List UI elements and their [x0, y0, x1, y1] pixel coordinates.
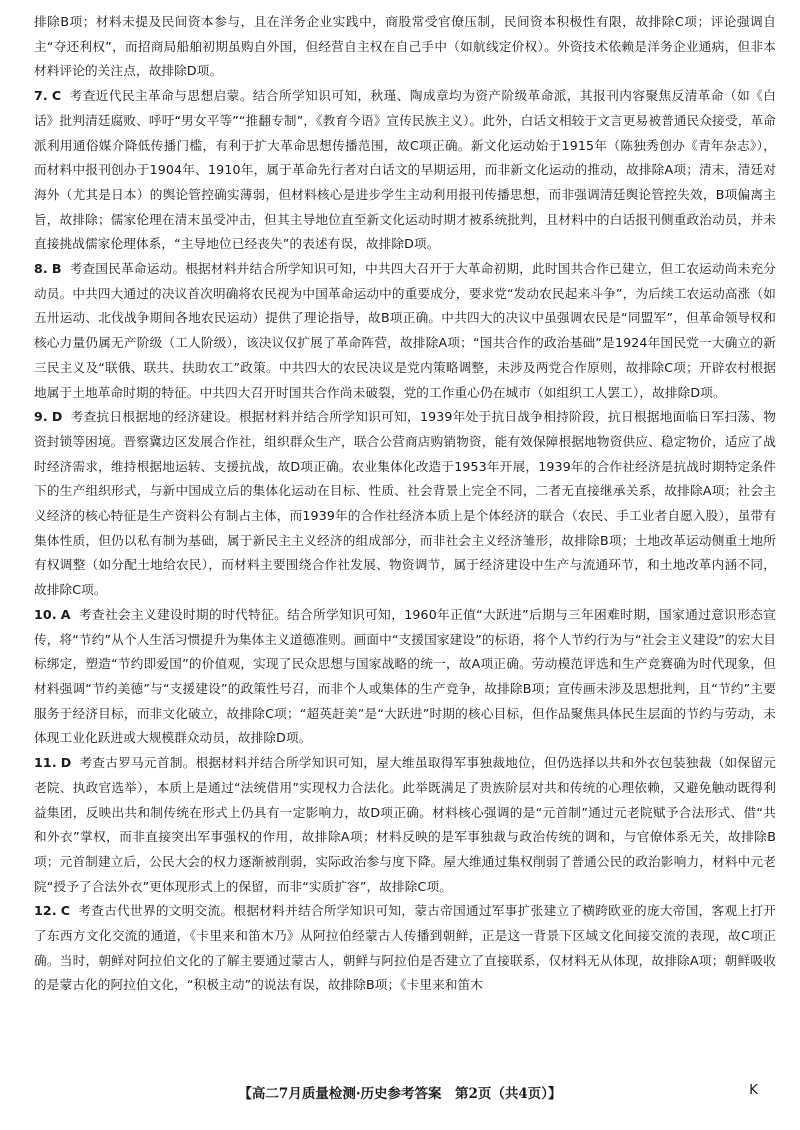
answer-letter: C [60, 903, 71, 919]
question-number: 7. [34, 88, 48, 104]
question-number: 9. [34, 409, 48, 425]
answer-letter: A [60, 606, 71, 622]
explanation-text: 考查抗日根据地的经济建设。根据材料并结合所学知识可知，1939年处于抗日战争相持阶段，抗日根据地面临日军扫荡、物资封锁等困境。晋察冀边区发展合作社，组织群众生产，联合公营商店购销物资，能有效保障根据地物资供应、稳定物价，适应了战时经济需求，维持根据地运转、支援抗战，故D项正确。农业集体化改造于1953年开展，1939年的合作社经济是抗战时期特定条件下的生产组织形式，与新中国成立后的集体化运动在目标、性质、社会背景上完全不同，二者无直接继承关系，故排除A项；社会主义经济的核心特征是生产资料公有制占主体，而1939年的合作社经济本质上是个体经济的联合（农民、手工业者自愿入股），虽带有集体性质，但仍以私有制为基础，属于新民主主义经济的组成部分，而非社会主义经济雏形，故排除B项；土地改革运动侧重土地所有权调整（如分配土地给农民），而材料主要围绕合作社发展、物资调节，属于经济建设中生产与流通环节，和土地改革内涵不同，故排除C项。 [34, 409, 776, 598]
answer-letter: D [60, 755, 72, 771]
footer-text: 【高二7月质量检测·历史参考答案 第2页（共4页）】 [238, 1086, 562, 1102]
explanation-text: 考查古罗马元首制。根据材料并结合所学知识可知，屋大维虽取得军事独裁地位，但仍选择以共和外衣包装独裁（如保留元老院、执政官选举），本质上是通过“法统借用”实现权力合法化。此举既满足了贵族阶层对共和传统的心理依赖，又避免触动既得利益集团，反映出共和制传统在形式上仍具有一定影响力，故D项正确。材料核心强调的是“元首制”通过元老院赋予合法形式、借“共和外衣”掌权，而非直接突出军事强权的作用，故排除A项；材料反映的是军事独裁与政治传统的调和，与官僚体系无关，故排除B项；元首制建立后，公民大会的权力逐渐被削弱，实际政治参与度下降。屋大维通过集权削弱了普通公民的政治影响力，材料中元老院“授予了合法外衣”更体现形式上的保留，而非“实质扩容”，故排除C项。 [34, 755, 776, 894]
question-number: 11. [34, 755, 57, 771]
paragraph-text: 排除B项；材料未提及民间资本参与，且在洋务企业实践中，商股常受官僚压制，民间资本积极性有限，故排除C项；评论强调自主“夺还利权”，而招商局船舶初期虽购自外国，但经营自主权在自己手中（如航线定价权）。外资技术依赖是洋务企业通病，但非本材料评论的关注点，故排除D项。 [34, 14, 776, 79]
question-number: 12. [34, 903, 57, 919]
explanation-text: 考查社会主义建设时期的时代特征。结合所学知识可知，1960年正值“大跃进”后期与三年困难时期，国家通过意识形态宣传，将“节约”从个人生活习惯提升为集体主义道德准则。画面中“支援国家建设”的标语，将个人节约行为与“社会主义建设”的宏大目标绑定，塑造“节约即爱国”的价值观，实现了民众思想与国家战略的统一，故A项正确。劳动模范评选和生产竞赛确为时代现象，但材料强调“节约美德”与“支援建设”的政策性号召，而非个人或集体的生产竞争，故排除B项；宣传画未涉及思想批判，且“节约”主要服务于经济目标，而非文化破立，故排除C项；“超英赶美”是“大跃进”时期的核心目标，但作品聚焦具体民生层面的节约与劳动，未体现工业化跃进或大规模群众动员，故排除D项。 [34, 606, 776, 746]
continued-paragraph [34, 10, 776, 84]
explanation-text: 考查国民革命运动。根据材料并结合所学知识可知，中共四大召开于大革命初期，此时国共合作已建立，但工农运动尚未充分动员。中共四大通过的决议首次明确将农民视为中国革命运动中的重要成分，要求党“发动农民起来斗争”，为后续工农运动高涨（如五卅运动、北伐战争期间各地农民运动）提供了理论指导，故B项正确。中共四大的决议中虽强调农民是“同盟军”，但革命领导权和核心力量仍属无产阶级（工人阶级），该决议仅扩展了革命阵营，故排除A项；“国共合作的政治基础”是1924年国民党一大确立的新三民主义及“联俄、联共、扶助农工”政策。中共四大的农民决议是党内策略调整，未涉及两党合作原则，故排除C项；开辟农村根据地属于土地革命时期的特征。中共四大召开时国共合作尚未破裂，党的工作重心仍在城市（如组织工人罢工），故排除D项。 [34, 261, 776, 400]
question-number: 8. [34, 261, 48, 277]
question-number: 10. [34, 606, 57, 622]
page-footer [0, 1082, 800, 1102]
version-code: K [749, 1082, 758, 1098]
answer-item-9 [34, 405, 776, 603]
answer-item-10 [34, 603, 776, 751]
answer-item-7 [34, 84, 776, 257]
answer-item-8 [34, 257, 776, 405]
explanation-text: 考查古代世界的文明交流。根据材料并结合所学知识可知，蒙古帝国通过军事扩张建立了横跨欧亚的庞大帝国，客观上打开了东西方文化交流的通道，《卡里来和笛木乃》从阿拉伯经蒙古人传播到朝鲜，正是这一背景下区域文化间接交流的表现，故C项正确。当时，朝鲜对阿拉伯文化的了解主要通过蒙古人，朝鲜与阿拉伯是否建立了直接联系，仅材料无从体现，故排除A项；朝鲜吸收的是蒙古化的阿拉伯文化，“积极主动”的说法有误，故排除B项；《卡里来和笛木 [34, 903, 776, 993]
answer-item-12 [34, 899, 776, 998]
answer-item-11 [34, 751, 776, 899]
answer-letter: B [51, 261, 62, 277]
answer-letter: D [51, 409, 63, 425]
explanation-text: 考查近代民主革命与思想启蒙。结合所学知识可知，秋瑾、陶成章均为资产阶级革命派，其报刊内容聚焦反清革命（如《白话》批判清廷腐败、呼吁“男女平等”“推翻专制”，《教育今语》宣传民族主义）。此外，白话文相较于文言更易被普通民众接受，革命派利用通俗媒介降低传播门槛，有利于扩大革命思想传播范围，故C项正确。新文化运动始于1915年（陈独秀创办《青年杂志》），而材料中报刊创办于1904年、1910年，属于革命先行者对白话文的早期运用，而非新文化运动的推动，故排除A项；清末，清廷对海外（尤其是日本）的舆论管控确实薄弱，但材料核心是进步学生主动利用报刊传播思想，而非强调清廷舆论管控失效，B项偏离主旨，故排除；儒家伦理在清末虽受冲击，但其主导地位直至新文化运动时期才被系统批判，且材料中的白话报刊侧重政治动员，并未直接挑战儒家伦理体系，“主导地位已经丧失”的表述有误，故排除D项。 [34, 88, 776, 252]
answer-letter: C [51, 88, 62, 104]
